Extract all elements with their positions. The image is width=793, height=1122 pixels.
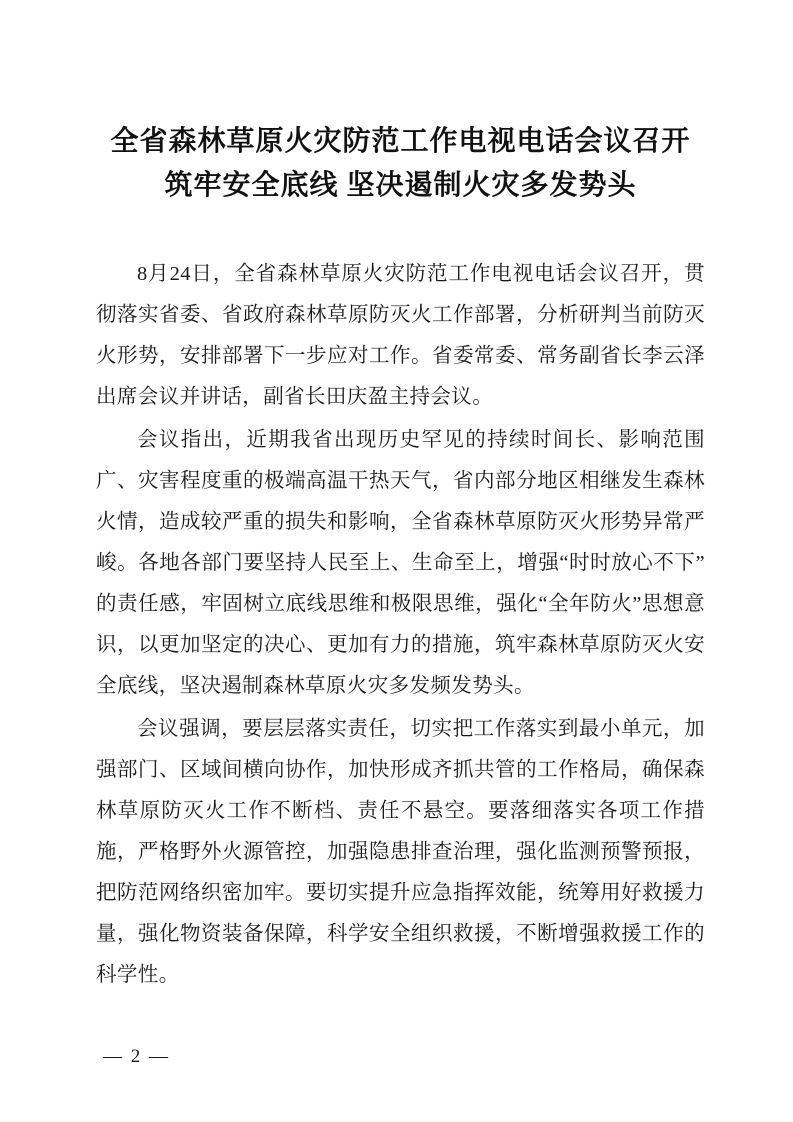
title-line-1: 全省森林草原火灾防范工作电视电话会议召开 [110, 126, 691, 157]
page-number [0, 1046, 793, 1068]
document-body [96, 254, 705, 996]
paragraph-2: 会议指出，近期我省出现历史罕见的持续时间长、影响范围广、灾害程度重的极端高温干热天气，省内部分地区相继发生森林火情，造成较严重的损失和影响，全省森林草原防灭火形势异常严峻。各地各部门要坚持人民至上、生命至上，增强“时时放心不下”的责任感，牢固树立底线思维和极限思维，强化“全年防火”思想意识，以更加坚定的决心、更加有力的措施，筑牢森林草原防灭火安全底线，坚决遏制森林草原火灾多发频发势头。 [96, 429, 705, 697]
paragraph-3: 会议强调，要层层落实责任，切实把工作落实到最小单元，加强部门、区域间横向协作，加快形成齐抓共管的工作格局，确保森林草原防灭火工作不断档、责任不悬空。要落细落实各项工作措施，严格野外火源管控，加强隐患排查治理，强化监测预警预报，把防范网络织密加牢。要切实提升应急指挥效能，统筹用好救援力量，强化物资装备保障，科学安全组织救援，不断增强救援工作的科学性。 [96, 718, 705, 986]
page-title [96, 120, 705, 208]
paragraph-1: 8月24日，全省森林草原火灾防范工作电视电话会议召开，贯彻落实省委、省政府森林草原防灭火工作部署，分析研判当前防灭火形势，安排部署下一步应对工作。省委常委、常务副省长李云泽出席会议并讲话，副省长田庆盈主持会议。 [96, 263, 705, 408]
title-line-2: 筑牢安全底线 坚决遏制火灾多发势头 [164, 170, 637, 201]
page-number-text: — 2 — [103, 1046, 170, 1067]
